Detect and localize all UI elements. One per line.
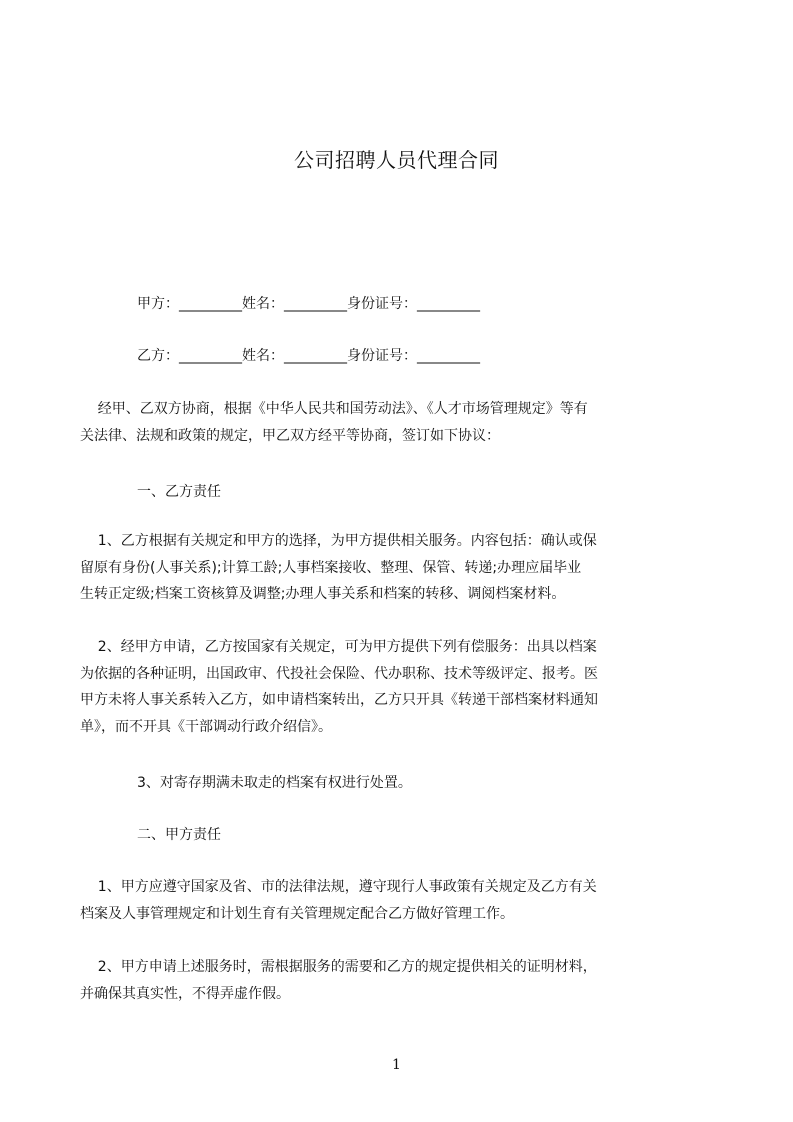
paragraph-line: 1、甲方应遵守国家及省、市的法律法规，遵守现行人事政策有关规定及乙方有关 xyxy=(80,879,597,895)
section-1-item-2 xyxy=(80,634,713,740)
paragraph-line: 甲方未将人事关系转入乙方，如申请档案转出，乙方只开具《转递干部档案材料通知 xyxy=(80,692,598,708)
paragraph-line: 留原有身份(人事关系);计算工龄;人事档案接收、整理、保管、转递;办理应届毕业 xyxy=(80,559,582,576)
paragraph-line: 2、甲方申请上述服务时，需根据服务的需要和乙方的规定提供相关的证明材料， xyxy=(80,959,597,975)
section-1-heading: 一、乙方责任 xyxy=(137,484,221,500)
party-a-line: 甲方：_________姓名：_________身份证号：_________ xyxy=(137,296,480,312)
paragraph-line: 档案及人事管理规定和计划生育有关管理规定配合乙方做好管理工作。 xyxy=(80,905,514,922)
paragraph-line: 生转正定级;档案工资核算及调整;办理人事关系和档案的转移、调阅档案材料。 xyxy=(80,586,566,602)
paragraph-line: 2、经甲方申请，乙方按国家有关规定，可为甲方提供下列有偿服务：出具以档案 xyxy=(80,639,597,655)
paragraph-line: 并确保其真实性，不得弄虚作假。 xyxy=(80,985,290,1002)
section-2-item-2 xyxy=(80,954,713,1007)
document-title: 公司招聘人员代理合同 xyxy=(294,148,499,172)
section-2-heading: 二、甲方责任 xyxy=(137,827,221,843)
page-number: 1 xyxy=(392,1057,401,1073)
paragraph-line: 为依据的各种证明，出国政审、代投社会保险、代办职称、技术等级评定、报考。医 xyxy=(80,665,598,682)
paragraph-line: 关法律、法规和政策的规定，甲乙双方经平等协商，签订如下协议： xyxy=(80,427,500,444)
intro-paragraph xyxy=(80,396,713,449)
section-2-item-1 xyxy=(80,874,713,927)
paragraph-line: 1、乙方根据有关规定和甲方的选择，为甲方提供相关服务。内容包括：确认或保 xyxy=(80,533,597,549)
section-1-item-3: 3、对寄存期满未取走的档案有权进行处置。 xyxy=(137,775,412,791)
paragraph-line: 经甲、乙双方协商，根据《中华人民共和国劳动法》、《人才市场管理规定》等有 xyxy=(80,401,588,417)
paragraph-line: 单》，而不开具《干部调动行政介绍信》。 xyxy=(80,718,332,735)
section-1-item-1 xyxy=(80,528,713,608)
party-b-line: 乙方：_________姓名：_________身份证号：_________ xyxy=(137,348,480,364)
